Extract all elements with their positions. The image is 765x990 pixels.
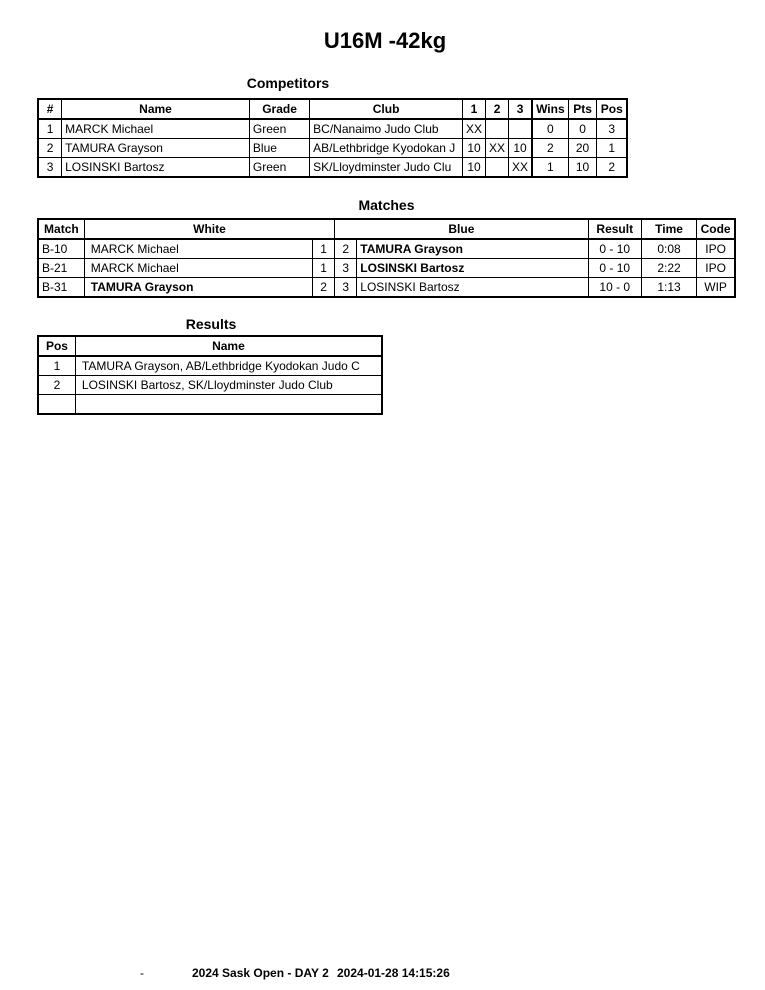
blue-player: LOSINSKI Bartosz [357,278,588,298]
col-result: Result [588,219,641,239]
white-player: MARCK Michael [84,259,312,278]
footer-event: 2024 Sask Open - DAY 2 [192,966,329,980]
match-time: 0:08 [641,239,696,259]
competitor-grade: Blue [249,139,309,158]
score-vs-3: 10 [509,139,533,158]
result-pos: 1 [38,356,75,376]
match-code: IPO [697,259,735,278]
competitor-name: LOSINSKI Bartosz [62,158,250,178]
result-pos [38,395,75,415]
col-blue: Blue [335,219,588,239]
table-row [38,259,735,278]
col-pts: Pts [568,99,597,119]
competitor-num: 2 [38,139,62,158]
result-name [75,395,382,415]
table-row [38,278,735,298]
competitor-wins: 2 [532,139,568,158]
blue-player: TAMURA Grayson [357,239,588,259]
match-time: 2:22 [641,259,696,278]
match-code: WIP [697,278,735,298]
table-row [38,239,735,259]
col-r3: 3 [509,99,533,119]
score-vs-2: XX [486,139,509,158]
competitor-grade: Green [249,119,309,139]
competitor-pos: 2 [597,158,627,178]
match-time: 1:13 [641,278,696,298]
col-num: # [38,99,62,119]
competitors-heading: Competitors [246,75,330,91]
match-result: 0 - 10 [588,259,641,278]
competitor-name: TAMURA Grayson [62,139,250,158]
competitor-grade: Green [249,158,309,178]
table-row [38,395,382,415]
results-table [37,335,383,415]
white-player: TAMURA Grayson [84,278,312,298]
competitor-club: AB/Lethbridge Kyodokan J [310,139,463,158]
white-player: MARCK Michael [84,239,312,259]
match-id: B-21 [38,259,84,278]
competitor-name: MARCK Michael [62,119,250,139]
competitor-wins: 0 [532,119,568,139]
competitor-pts: 10 [568,158,597,178]
blue-player-num: 2 [335,239,357,259]
competitor-num: 1 [38,119,62,139]
match-result: 10 - 0 [588,278,641,298]
table-row [38,158,627,178]
competitor-pts: 0 [568,119,597,139]
blue-player: LOSINSKI Bartosz [357,259,588,278]
col-code: Code [697,219,735,239]
col-pos: Pos [597,99,627,119]
table-row [38,376,382,395]
competitor-num: 3 [38,158,62,178]
match-code: IPO [697,239,735,259]
col-match: Match [38,219,84,239]
competitor-pts: 20 [568,139,597,158]
score-vs-1: 10 [463,158,486,178]
match-result: 0 - 10 [588,239,641,259]
col-name: Name [75,336,382,356]
matches-heading: Matches [358,197,415,213]
score-vs-1: XX [463,119,486,139]
table-row [38,139,627,158]
col-grade: Grade [249,99,309,119]
score-vs-3: XX [509,158,533,178]
results-heading: Results [185,316,237,332]
col-r1: 1 [463,99,486,119]
score-vs-2 [486,158,509,178]
competitor-club: SK/Lloydminster Judo Clu [310,158,463,178]
match-id: B-10 [38,239,84,259]
competitor-club: BC/Nanaimo Judo Club [310,119,463,139]
white-player-num: 2 [313,278,335,298]
matches-table [37,218,736,298]
page-title: U16M -42kg [323,28,447,53]
white-player-num: 1 [313,239,335,259]
table-row [38,356,382,376]
footer-dash: - [140,966,144,980]
footer-datetime: 2024-01-28 14:15:26 [337,966,450,980]
col-club: Club [310,99,463,119]
table-row [38,119,627,139]
competitors-table [37,98,628,178]
competitor-pos: 3 [597,119,627,139]
col-pos: Pos [38,336,75,356]
score-vs-2 [486,119,509,139]
blue-player-num: 3 [335,278,357,298]
competitor-pos: 1 [597,139,627,158]
white-player-num: 1 [313,259,335,278]
score-vs-1: 10 [463,139,486,158]
col-white: White [84,219,334,239]
col-wins: Wins [532,99,568,119]
col-name: Name [62,99,250,119]
result-name: TAMURA Grayson, AB/Lethbridge Kyodokan Judo C [75,356,382,376]
col-time: Time [641,219,696,239]
result-name: LOSINSKI Bartosz, SK/Lloydminster Judo Club [75,376,382,395]
blue-player-num: 3 [335,259,357,278]
competitor-wins: 1 [532,158,568,178]
result-pos: 2 [38,376,75,395]
score-vs-3 [509,119,533,139]
match-id: B-31 [38,278,84,298]
col-r2: 2 [486,99,509,119]
